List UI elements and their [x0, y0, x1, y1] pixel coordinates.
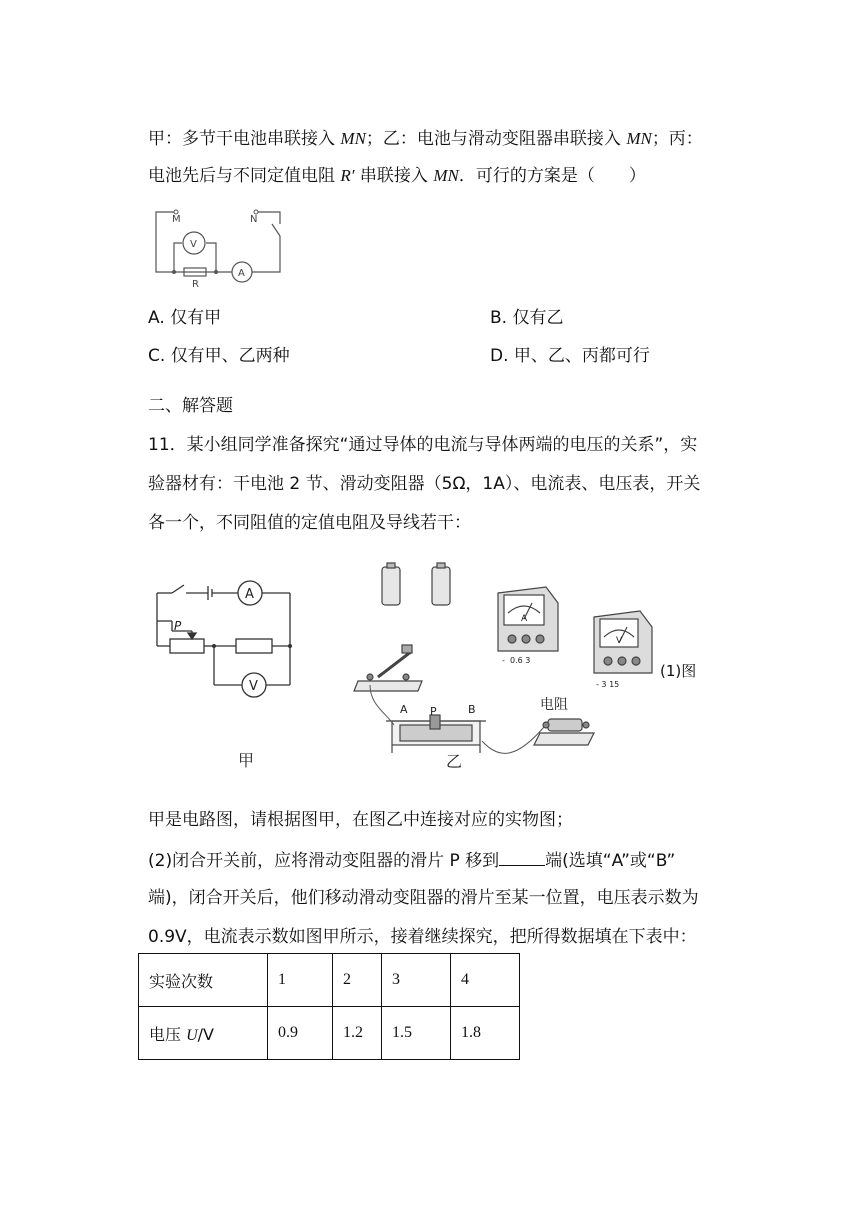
option-a[interactable] — [148, 306, 221, 330]
ammeter-label: A — [238, 268, 245, 279]
data-table — [138, 953, 520, 1060]
mn-symbol: MN — [433, 166, 459, 185]
table-cell: 1.2 — [333, 1007, 382, 1060]
text-run: (2)闭合开关前，应将滑动变阻器的滑片 P 移到 — [148, 851, 500, 871]
voltmeter-terminal-labels: - 3 15 — [596, 680, 620, 689]
figure-caption-yi: 乙 — [446, 752, 463, 771]
text-run: ；丙： — [651, 129, 703, 149]
q11-intro-line1: 11．某小组同学准备探究“通过导体的电流与导体两端的电压的关系”，实 — [148, 435, 698, 455]
text-run: 串联接入 — [354, 166, 434, 186]
ammeter-device-icon — [498, 587, 558, 651]
slider-p-label: P — [174, 619, 182, 633]
option-text: 仅有甲、乙两种 — [170, 346, 290, 366]
apparatus-diagram-yi — [350, 555, 697, 780]
resistor-label: R — [192, 279, 199, 290]
mn-symbol: MN — [340, 129, 366, 148]
table-cell: 3 — [382, 954, 451, 1007]
option-text: 仅有甲 — [170, 308, 222, 328]
voltmeter-symbol-label: V — [249, 679, 258, 694]
option-letter: B. — [490, 308, 508, 328]
section-heading: 二、解答题 — [148, 396, 233, 416]
voltmeter-label: V — [190, 239, 197, 250]
u-symbol: U — [186, 1026, 198, 1044]
circuit-diagram-jia — [150, 575, 300, 775]
q10-line2 — [148, 164, 646, 188]
ammeter-minus-label: - — [502, 656, 505, 665]
option-c[interactable] — [148, 344, 290, 368]
table-cell: 0.9 — [268, 1007, 333, 1060]
battery-icon — [382, 563, 450, 605]
q10-line1 — [148, 127, 703, 151]
q10-circuit-diagram — [148, 200, 288, 290]
option-letter: D. — [490, 346, 509, 366]
r-prime-symbol: R′ — [340, 166, 355, 185]
table-row — [139, 954, 520, 1007]
q11-part2-line3: 0.9V，电流表示数如图甲所示，接着继续探究，把所得数据填在下表中： — [148, 927, 697, 947]
table-cell: 1.5 — [382, 1007, 451, 1060]
text-run: /V — [197, 1024, 214, 1044]
table-cell: 4 — [451, 954, 520, 1007]
rheostat-p-label: P — [430, 705, 437, 718]
resistor-device-label: 电阻 — [540, 697, 568, 713]
terminal-m-label: M — [172, 214, 181, 225]
ammeter-symbol-label: A — [245, 587, 254, 602]
q11-intro-line3: 各一个，不同阻值的定值电阻及导线若干： — [148, 513, 471, 533]
rheostat-a-label: A — [400, 703, 408, 716]
text-run: 电压 — [149, 1024, 187, 1044]
ammeter-face-label: A — [521, 614, 528, 624]
part1-tag: (1)图 — [660, 662, 697, 680]
terminal-n-label: N — [250, 214, 258, 225]
answer-blank[interactable] — [499, 847, 545, 866]
option-letter: A. — [148, 308, 165, 328]
text-run: ；乙：电池与滑动变阻器串联接入 — [365, 129, 627, 149]
table-cell: 1 — [268, 954, 333, 1007]
mn-symbol: MN — [626, 129, 652, 148]
option-text: 甲、乙、丙都可行 — [513, 346, 650, 366]
option-letter: C. — [148, 346, 166, 366]
text-run: 端(选填“A”或“B” — [545, 851, 676, 871]
figure-caption-jia: 甲 — [238, 751, 255, 770]
table-cell: 2 — [333, 954, 382, 1007]
rheostat-b-label: B — [468, 703, 476, 716]
table-header-cell: 实验次数 — [139, 954, 268, 1007]
table-cell: 1.8 — [451, 1007, 520, 1060]
option-d[interactable] — [490, 344, 650, 368]
q11-part2-line2: 端)，闭合开关后，他们移动滑动变阻器的滑片至某一位置，电压表示数为 — [148, 888, 699, 908]
q11-part1-line: 甲是电路图，请根据图甲，在图乙中连接对应的实物图； — [148, 810, 573, 830]
text-run: 甲：多节干电池串联接入 — [148, 129, 341, 149]
text-run: ．可行的方案是（ ） — [458, 166, 646, 186]
text-run: 电池先后与不同定值电阻 — [148, 166, 341, 186]
rheostat-device-icon — [386, 715, 486, 753]
table-row — [139, 1007, 520, 1060]
q11-part2-line1 — [148, 847, 675, 873]
table-header-cell — [139, 1007, 268, 1060]
q11-intro-line2: 验器材有：干电池 2 节、滑动变阻器（5Ω，1A）、电流表、电压表，开关 — [148, 474, 701, 494]
option-text: 仅有乙 — [512, 308, 564, 328]
ammeter-terminal-labels: 0.6 3 — [510, 656, 531, 665]
option-b[interactable] — [490, 306, 563, 330]
switch-device-icon — [354, 645, 422, 691]
resistor-device-icon — [534, 719, 594, 745]
voltmeter-device-icon — [594, 611, 652, 673]
voltmeter-face-label: V — [616, 636, 623, 646]
